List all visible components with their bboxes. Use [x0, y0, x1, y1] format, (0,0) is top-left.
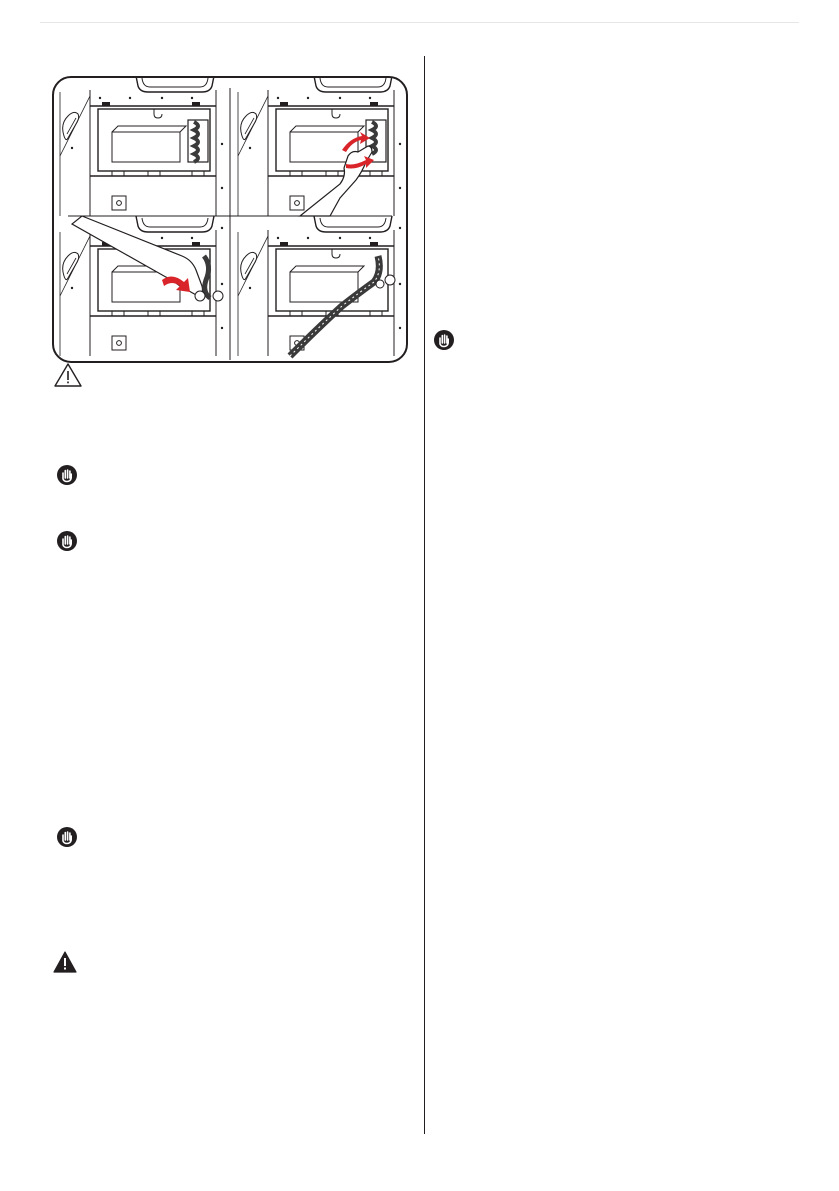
page-header-area	[0, 0, 839, 30]
step-1-panel	[60, 76, 223, 229]
step-2-panel	[238, 76, 401, 229]
stop-hand-icon	[434, 330, 454, 350]
stop-hand-icon	[57, 531, 77, 551]
stop-hand-icon	[57, 827, 77, 847]
warning-triangle-filled-icon	[53, 951, 77, 973]
step-3-panel	[60, 216, 223, 363]
stop-hand-icon	[57, 465, 77, 485]
hose-removal-illustration	[52, 76, 408, 363]
step-4-panel	[238, 216, 401, 363]
caution-triangle-outline-icon	[53, 362, 83, 388]
column-divider	[424, 56, 425, 1134]
header-rule	[40, 22, 799, 23]
